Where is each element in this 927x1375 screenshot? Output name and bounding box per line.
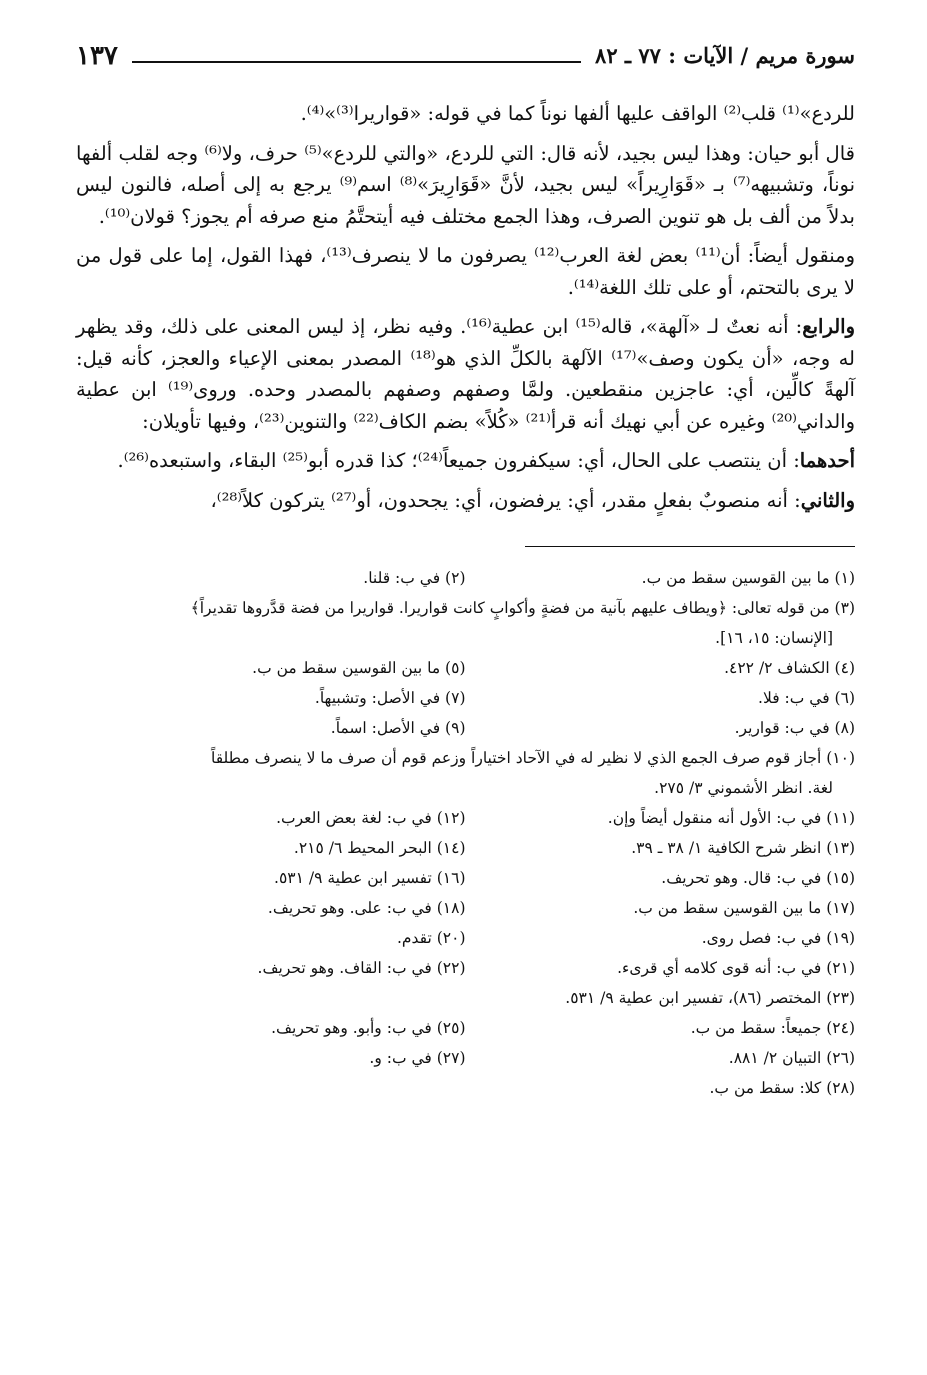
footnote-24: (٢٤) جميعاً: سقط من ب.	[690, 1019, 855, 1037]
footnote-row	[76, 1013, 855, 1043]
paragraph-3: ومنقول أيضاً: أن⁽¹¹⁾ بعض لغة العرب⁽¹²⁾ يصرفون ما لا ينصرف⁽¹³⁾، فهذا القول، إما على قول من لا يرى بالتحتم، أو على تلك اللغة⁽¹⁴⁾.	[76, 244, 856, 299]
footnote-row	[76, 953, 855, 983]
paragraph-2: قال أبو حيان: وهذا ليس بجيد، لأنه قال: التي للردع، «والتي للردع»⁽⁵⁾ حرف، ولا⁽⁶⁾ وجه لقلب ألفها نوناً، وتشبيهه⁽⁷⁾ بـ «قَوَارِيراً» ليس بجيد، لأنَّ «قَوَارِيرَ»⁽⁸⁾ اسم⁽⁹⁾ يرجع به إلى أصله، فالنون ليس بدلاً من ألف بل هو تنوين الصرف، وهذا الجمع مختلف فيه أيتحتَّمُ منع صرفه أم يجوز؟ قولان⁽¹⁰⁾.	[76, 141, 856, 228]
footnote-11: (١١) في ب: الأول أنه منقول أيضاً وإن.	[607, 809, 855, 827]
footnote-9: (٩) في الأصل: اسماً.	[330, 719, 466, 737]
footnote-10-cont: لغة. انظر الأشموني ٣/ ٢٧٥.	[654, 779, 833, 797]
footnote-8: (٨) في ب: قوارير.	[734, 719, 855, 737]
footnote-row	[76, 713, 855, 743]
footnote-row	[76, 1043, 855, 1073]
footnote-6: (٦) في ب: فلا.	[758, 689, 855, 707]
footnote-13: (١٣) انظر شرح الكافية ١/ ٣٨ ـ ٣٩.	[631, 839, 855, 857]
paragraph-6-lead: والثاني	[800, 488, 855, 512]
footnotes	[76, 563, 855, 1103]
footnote-23: (٢٣) المختصر (٨٦)، تفسير ابن عطية ٩/ ٥٣١.	[565, 989, 855, 1007]
footnote-separator	[525, 546, 855, 547]
footnote-28: (٢٨) كلا: سقط من ب.	[709, 1079, 855, 1097]
page-number: ١٣٧	[76, 41, 118, 71]
footnote-7: (٧) في الأصل: وتشبيهاً.	[314, 689, 466, 707]
running-header	[76, 42, 855, 70]
paragraph-6-text: : أنه منصوبٌ بفعلٍ مقدر، أي: يرفضون، أي: يجحدون، أو⁽²⁷⁾ يتركون كلاً⁽²⁸⁾،	[210, 488, 801, 512]
footnote-22: (٢٢) في ب: القاف. وهو تحريف.	[257, 959, 466, 977]
footnote-20: (٢٠) تقدم.	[396, 929, 466, 947]
paragraph-1: للردع»⁽¹⁾ قلب⁽²⁾ الواقف عليها ألفها نوناً كما في قوله: «قواريرا⁽³⁾»⁽⁴⁾.	[300, 102, 855, 125]
footnote-12: (١٢) في ب: لغة بعض العرب.	[276, 809, 466, 827]
footnote-row	[76, 923, 855, 953]
footnote-3-cont: [الإنسان: ١٥، ١٦].	[715, 629, 833, 647]
footnote-26: (٢٦) التبيان ٢/ ٨٨١.	[728, 1049, 855, 1067]
footnote-17: (١٧) ما بين القوسين سقط من ب.	[633, 899, 855, 917]
footnote-3: (٣) من قوله تعالى: ﴿ويطاف عليهم بآنية من فضةٍ وأكوابٍ كانت قواريرا. قواريرا من فضة قدَّروها تقديراً﴾	[190, 599, 855, 617]
footnote-1: (١) ما بين القوسين سقط من ب.	[641, 569, 855, 587]
footnote-14: (١٤) البحر المحيط ٦/ ٢١٥.	[293, 839, 466, 857]
footnote-row	[76, 653, 855, 683]
paragraph-6	[76, 485, 855, 517]
paragraph-5-lead: أحدهما	[799, 449, 855, 472]
footnote-19: (١٩) في ب: فصل روى.	[701, 929, 855, 947]
footnote-25: (٢٥) في ب: وأبو. وهو تحريف.	[271, 1019, 466, 1037]
footnote-16: (١٦) تفسير ابن عطية ٩/ ٥٣١.	[274, 869, 466, 887]
footnote-row	[76, 683, 855, 713]
header-rule	[132, 61, 581, 63]
paragraph-4-lead: والرابع	[802, 315, 856, 338]
footnote-21: (٢١) في ب: أنه قوى كلامه أي قرىء.	[617, 959, 855, 977]
footnote-row	[76, 893, 855, 923]
footnote-row	[76, 803, 855, 833]
footnote-row	[76, 563, 855, 593]
footnote-27: (٢٧) في ب: و.	[369, 1049, 466, 1067]
footnote-5: (٥) ما بين القوسين سقط من ب.	[252, 659, 466, 677]
paragraph-4	[76, 311, 855, 437]
paragraph-5-text: : أن ينتصب على الحال، أي: سيكفرون جميعاً⁽²⁴⁾؛ كذا قدره أبو⁽²⁵⁾ البقاء، واستبعده⁽²⁶⁾.	[117, 449, 800, 472]
footnote-2: (٢) في ب: قلنا.	[363, 569, 466, 587]
surah-header-title: سورة مريم / الآيات : ٧٧ ـ ٨٢	[595, 43, 855, 68]
footnote-15: (١٥) في ب: قال. وهو تحريف.	[661, 869, 855, 887]
main-text	[76, 98, 855, 516]
footnote-row	[76, 833, 855, 863]
footnote-row	[76, 863, 855, 893]
footnote-4: (٤) الكشاف ٢/ ٤٢٢.	[724, 659, 855, 677]
footnote-10: (١٠) أجاز قوم صرف الجمع الذي لا نظير له في الآحاد اختياراً وزعم قوم أن صرف ما لا ينصرف مطلقاً	[210, 749, 855, 767]
paragraph-5	[76, 445, 855, 477]
footnote-18: (١٨) في ب: على. وهو تحريف.	[267, 899, 466, 917]
paragraph-4-text: : أنه نعتٌ لـ «آلهة»، قاله⁽¹⁵⁾ ابن عطية⁽¹⁶⁾. وفيه نظر، إذ ليس المعنى على ذلك، وقد يظهر له وجه، «أن يكون وصف»⁽¹⁷⁾ الآلهة بالكلِّ الذي هو⁽¹⁸⁾ المصدر بمعنى الإعياء والعجز، كأنه قيل: آلهةً كالِّين، أي: عاجزين منقطعين. ولمَّا وصفهم وصفهم بالمصدر وحده. وروى⁽¹⁹⁾ ابن عطية والداني⁽²⁰⁾ وغيره عن أبي نهيك أنه قرأ⁽²¹⁾ «كُلاً» بضم الكاف⁽²²⁾ والتنوين⁽²³⁾، وفيها تأويلان:	[76, 315, 855, 433]
